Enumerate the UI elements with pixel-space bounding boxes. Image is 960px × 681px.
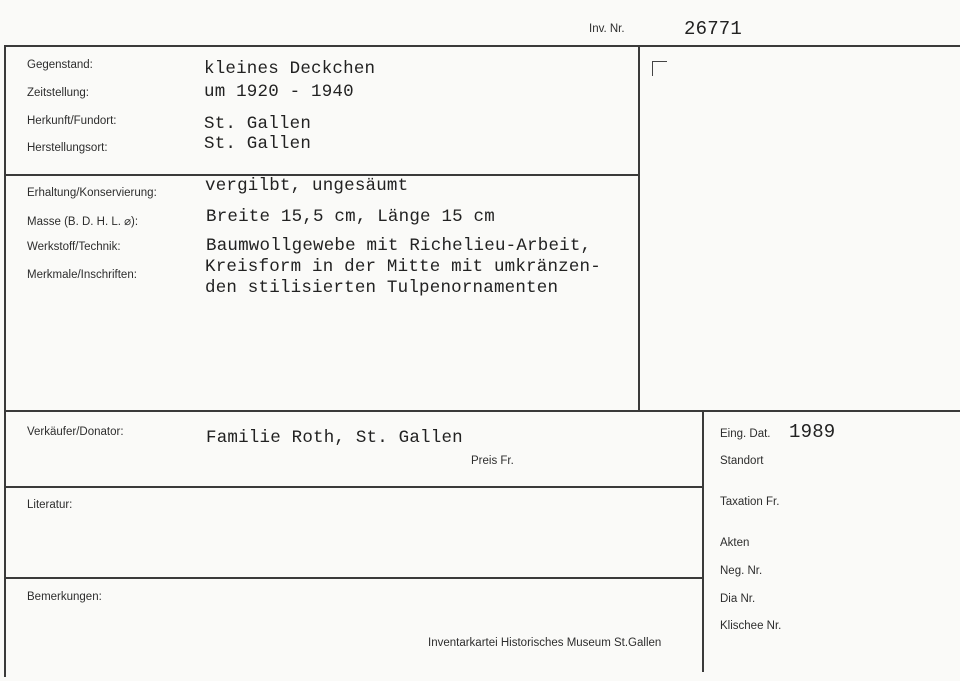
herstellungsort-value: St. Gallen [204, 134, 312, 154]
gegenstand-value: kleines Deckchen [204, 59, 376, 79]
merkmale-label: Merkmale/Inschriften: [27, 269, 137, 281]
rule-literatur [6, 486, 703, 488]
corner-mark-icon [652, 61, 667, 76]
zeitstellung-label: Zeitstellung: [27, 87, 90, 99]
rule-lower-right-divider [702, 410, 704, 672]
herkunft-label: Herkunft/Fundort: [27, 115, 117, 127]
werkstoff-label: Werkstoff/Technik: [27, 241, 121, 253]
masse-value: Breite 15,5 cm, Länge 15 cm [206, 207, 495, 227]
neg-nr-label: Neg. Nr. [720, 565, 763, 577]
dia-nr-label: Dia Nr. [720, 593, 756, 605]
rule-top [6, 45, 960, 47]
masse-label: Masse (B. D. H. L. ⌀): [27, 216, 139, 228]
rule-bemerkungen [6, 577, 703, 579]
gegenstand-label: Gegenstand: [27, 59, 93, 71]
verkaeufer-label: Verkäufer/Donator: [27, 426, 124, 438]
taxation-label: Taxation Fr. [720, 496, 780, 508]
zeitstellung-value: um 1920 - 1940 [204, 82, 354, 102]
eing-dat-label: Eing. Dat. [720, 428, 771, 440]
erhaltung-value: vergilbt, ungesäumt [205, 176, 409, 196]
werkstoff-value: Baumwollgewebe mit Richelieu-Arbeit, [206, 236, 592, 256]
rule-upper-right-divider [638, 45, 640, 411]
preis-label: Preis Fr. [471, 455, 514, 467]
inv-nr-value: 26771 [684, 18, 743, 40]
erhaltung-label: Erhaltung/Konservierung: [27, 187, 157, 199]
herkunft-value: St. Gallen [204, 114, 312, 134]
eing-dat-value: 1989 [789, 421, 836, 443]
herstellungsort-label: Herstellungsort: [27, 142, 108, 154]
inv-nr-label: Inv. Nr. [589, 23, 625, 35]
merkmale-value-line1: Kreisform in der Mitte mit umkränzen- [205, 257, 601, 277]
rule-middle [6, 410, 960, 412]
literatur-label: Literatur: [27, 499, 73, 511]
merkmale-value-line2: den stilisierten Tulpenornamenten [205, 278, 559, 298]
akten-label: Akten [720, 537, 750, 549]
footer-museum: Inventarkartei Historisches Museum St.Gallen [428, 637, 662, 649]
bemerkungen-label: Bemerkungen: [27, 591, 102, 603]
standort-label: Standort [720, 455, 764, 467]
klischee-nr-label: Klischee Nr. [720, 620, 782, 632]
rule-left [4, 45, 6, 677]
verkaeufer-value: Familie Roth, St. Gallen [206, 428, 463, 448]
